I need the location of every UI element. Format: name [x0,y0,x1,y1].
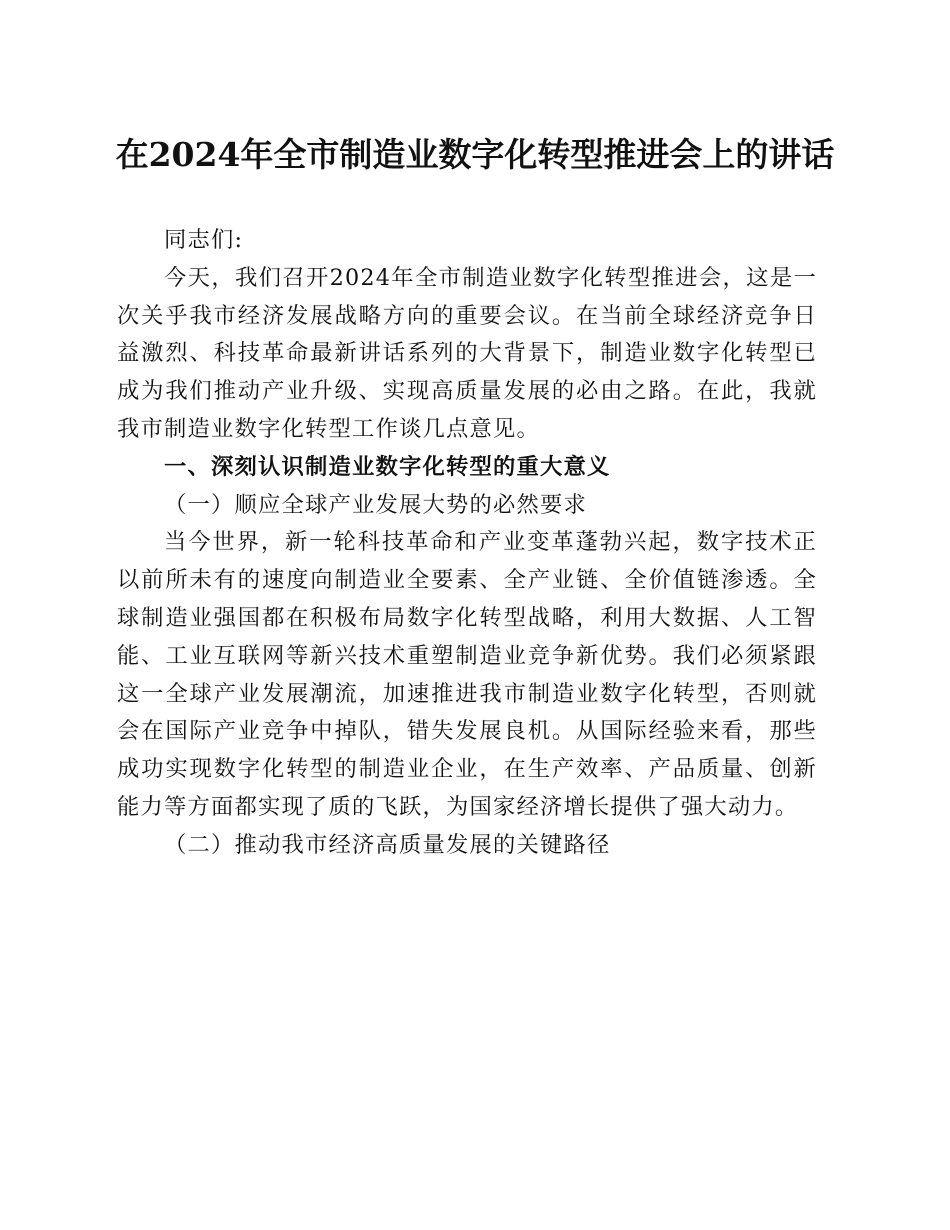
intro-paragraph: 今天，我们召开2024年全市制造业数字化转型推进会，这是一次关乎我市经济发展战略方向的重要会议。在当前全球经济竞争日益激烈、科技革命最新讲话系列的大背景下，制造业数字化转型已成为我们推动产业升级、实现高质量发展的必由之路。在此，我就我市制造业数字化转型工作谈几点意见。 [117,264,817,442]
subsection-paragraph-1-1: 当今世界，新一轮科技革命和产业变革蓬勃兴起，数字技术正以前所未有的速度向制造业全要素、全产业链、全价值链渗透。全球制造业强国都在积极布局数字化转型战略，利用大数据、人工智能、工业互联网等新兴技术重塑制造业竞争新优势。我们必须紧跟这一全球产业发展潮流，加速推进我市制造业数字化转型，否则就会在国际产业竞争中掉队，错失发展良机。从国际经验来看，那些成功实现数字化转型的制造业企业，在生产效率、产品质量、创新能力等方面都实现了质的飞跃，为国家经济增长提供了强大动力。 [117,529,817,820]
subsection-heading-1-1: （一）顺应全球产业发展大势的必然要求 [164,491,587,518]
section-heading-1: 一、深刻认识制造业数字化转型的重大意义 [164,453,611,480]
salutation: 同志们: [164,227,244,253]
document-body [117,222,817,865]
document-title: 在2024年全市制造业数字化转型推进会上的讲话 [115,135,835,174]
subsection-heading-1-2: （二）推动我市经济高质量发展的关键路径 [164,831,611,858]
